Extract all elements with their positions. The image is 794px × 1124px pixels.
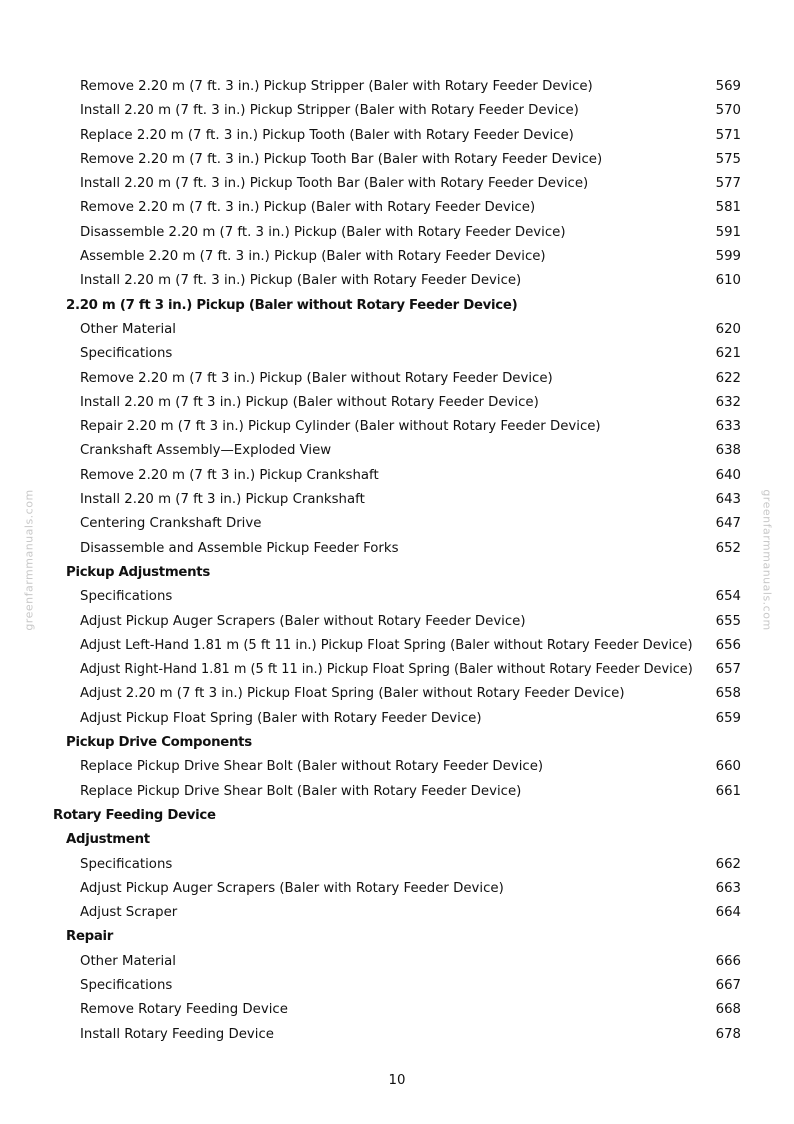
toc-entry[interactable]: [0, 585, 794, 609]
toc-entry-title: Repair 2.20 m (7 ft 3 in.) Pickup Cylinder (Baler without Rotary Feeder Device): [80, 419, 601, 435]
toc-entry-page-number: 659: [715, 710, 741, 726]
toc-entry-title: Crankshaft Assembly—Exploded View: [80, 443, 332, 459]
toc-entry-title: Rotary Feeding Device: [53, 807, 216, 823]
toc-entry-title: Disassemble 2.20 m (7 ft. 3 in.) Pickup (Baler with Rotary Feeder Device): [80, 224, 566, 240]
toc-entry-page-number: 657: [715, 662, 741, 678]
toc-entry-title: Remove 2.20 m (7 ft 3 in.) Pickup Crankshaft: [80, 467, 379, 483]
toc-subsection-heading[interactable]: [0, 731, 794, 755]
toc-entry-title: Remove 2.20 m (7 ft. 3 in.) Pickup Stripper (Baler with Rotary Feeder Device): [80, 79, 593, 94]
toc-entry[interactable]: [0, 1023, 794, 1047]
toc-entry-page-number: 620: [715, 321, 741, 337]
toc-entry[interactable]: [0, 780, 794, 804]
toc-entry-title: Specifications: [80, 589, 173, 605]
toc-entry[interactable]: [0, 342, 794, 366]
toc-entry[interactable]: [0, 172, 794, 196]
toc-entry-title: Install 2.20 m (7 ft 3 in.) Pickup Crankshaft: [80, 492, 365, 508]
toc-entry-title: Install 2.20 m (7 ft 3 in.) Pickup (Baler without Rotary Feeder Device): [80, 394, 539, 410]
toc-entry-title: Specifications: [80, 856, 173, 872]
watermark-left: greenfarmmanuals.com: [22, 489, 36, 631]
toc-entry[interactable]: [0, 682, 794, 706]
toc-entry[interactable]: [0, 318, 794, 342]
toc-entry-title: Adjust Left-Hand 1.81 m (5 ft 11 in.) Pickup Float Spring (Baler without Rotary Feeder Device): [80, 637, 693, 653]
toc-entry[interactable]: [0, 853, 794, 877]
toc-entry[interactable]: [0, 488, 794, 512]
toc-entry-page-number: 656: [715, 637, 741, 653]
toc-entry-title: Other Material: [80, 953, 176, 969]
toc-entry-title: Replace 2.20 m (7 ft. 3 in.) Pickup Tooth (Baler with Rotary Feeder Device): [80, 127, 574, 143]
toc-entry[interactable]: [0, 245, 794, 269]
toc-entry-title: Remove 2.20 m (7 ft. 3 in.) Pickup Tooth Bar (Baler with Rotary Feeder Device): [80, 151, 603, 167]
toc-entry[interactable]: [0, 415, 794, 439]
toc-entry[interactable]: [0, 512, 794, 536]
toc-entry[interactable]: [0, 148, 794, 172]
toc-entry-page-number: 633: [715, 419, 741, 435]
toc-entry-title: Disassemble and Assemble Pickup Feeder Forks: [80, 540, 399, 556]
toc-entry[interactable]: [0, 367, 794, 391]
toc-entry[interactable]: [0, 196, 794, 220]
toc-entry-title: Replace Pickup Drive Shear Bolt (Baler with Rotary Feeder Device): [80, 783, 522, 799]
toc-entry-title: Install Rotary Feeding Device: [80, 1026, 274, 1042]
toc-entry-title: Assemble 2.20 m (7 ft. 3 in.) Pickup (Baler with Rotary Feeder Device): [80, 249, 546, 265]
toc-entry-title: Adjustment: [66, 832, 150, 848]
toc-subsection-heading[interactable]: [0, 925, 794, 949]
toc-entry[interactable]: [0, 901, 794, 925]
toc-subsection-heading[interactable]: [0, 828, 794, 852]
toc-entry-page-number: 664: [715, 905, 741, 921]
toc-entry-title: Remove Rotary Feeding Device: [80, 1002, 288, 1018]
table-of-contents: [0, 75, 794, 1047]
toc-entry-title: Specifications: [80, 977, 173, 993]
toc-entry[interactable]: [0, 439, 794, 463]
toc-entry-title: Replace Pickup Drive Shear Bolt (Baler without Rotary Feeder Device): [80, 759, 544, 775]
toc-entry-page-number: 610: [715, 273, 741, 289]
toc-entry[interactable]: [0, 99, 794, 123]
toc-entry-title: Adjust Pickup Float Spring (Baler with Rotary Feeder Device): [80, 710, 482, 726]
toc-entry-title: Install 2.20 m (7 ft. 3 in.) Pickup (Baler with Rotary Feeder Device): [80, 273, 522, 289]
toc-entry-page-number: 652: [715, 540, 741, 556]
toc-entry-page-number: 575: [715, 151, 741, 167]
toc-entry-page-number: 660: [715, 759, 741, 775]
toc-entry-page-number: 638: [715, 443, 741, 459]
toc-entry[interactable]: [0, 75, 794, 99]
toc-entry[interactable]: [0, 537, 794, 561]
toc-entry-page-number: 678: [715, 1026, 741, 1042]
toc-entry[interactable]: [0, 707, 794, 731]
toc-entry-page-number: 654: [715, 589, 741, 605]
toc-section-heading[interactable]: [0, 804, 794, 828]
toc-entry-page-number: 643: [715, 492, 741, 508]
toc-entry-page-number: 599: [715, 249, 741, 265]
toc-entry-page-number: 570: [715, 103, 741, 119]
toc-entry-page-number: 655: [715, 613, 741, 629]
toc-entry-page-number: 667: [715, 977, 741, 993]
toc-entry-page-number: 647: [715, 516, 741, 532]
toc-entry-page-number: 662: [715, 856, 741, 872]
toc-entry-title: Install 2.20 m (7 ft. 3 in.) Pickup Stripper (Baler with Rotary Feeder Device): [80, 103, 579, 119]
toc-entry[interactable]: [0, 221, 794, 245]
page-number: 10: [388, 1073, 406, 1088]
toc-entry[interactable]: [0, 634, 794, 658]
toc-entry-title: Adjust Scraper: [80, 905, 178, 921]
toc-subsection-heading[interactable]: [0, 561, 794, 585]
toc-entry-page-number: 577: [715, 176, 741, 192]
toc-entry-page-number: 661: [715, 783, 741, 799]
toc-entry[interactable]: [0, 755, 794, 779]
toc-entry[interactable]: [0, 610, 794, 634]
toc-subsection-heading[interactable]: [0, 294, 794, 318]
toc-entry[interactable]: [0, 464, 794, 488]
toc-entry[interactable]: [0, 124, 794, 148]
toc-entry[interactable]: [0, 658, 794, 682]
toc-entry-page-number: 581: [715, 200, 741, 216]
watermark-right: greenfarmmanuals.com: [760, 489, 774, 631]
toc-entry-page-number: 668: [715, 1002, 741, 1018]
toc-entry[interactable]: [0, 950, 794, 974]
toc-entry-title: Specifications: [80, 346, 173, 362]
toc-entry-title: Adjust Pickup Auger Scrapers (Baler with Rotary Feeder Device): [80, 880, 504, 896]
toc-entry-page-number: 571: [715, 127, 741, 143]
toc-entry-title: Remove 2.20 m (7 ft. 3 in.) Pickup (Baler with Rotary Feeder Device): [80, 200, 536, 216]
toc-entry-title: Remove 2.20 m (7 ft 3 in.) Pickup (Baler without Rotary Feeder Device): [80, 370, 553, 386]
toc-entry-title: Pickup Drive Components: [66, 735, 252, 751]
toc-entry[interactable]: [0, 391, 794, 415]
toc-entry-page-number: 666: [715, 953, 741, 969]
toc-entry-page-number: 658: [715, 686, 741, 702]
toc-entry-page-number: 591: [715, 224, 741, 240]
toc-entry[interactable]: [0, 877, 794, 901]
toc-entry-page-number: 569: [715, 79, 741, 94]
toc-entry-title: Adjust 2.20 m (7 ft 3 in.) Pickup Float Spring (Baler without Rotary Feeder Device): [80, 686, 625, 702]
toc-entry[interactable]: [0, 974, 794, 998]
toc-entry-title: Pickup Adjustments: [66, 564, 210, 580]
toc-entry-page-number: 632: [715, 394, 741, 410]
toc-entry-title: Install 2.20 m (7 ft. 3 in.) Pickup Tooth Bar (Baler with Rotary Feeder Device): [80, 176, 589, 192]
toc-entry[interactable]: [0, 998, 794, 1022]
toc-entry-page-number: 621: [715, 346, 741, 362]
toc-entry-page-number: 640: [715, 467, 741, 483]
toc-entry-title: Other Material: [80, 321, 176, 337]
toc-entry-title: Adjust Pickup Auger Scrapers (Baler without Rotary Feeder Device): [80, 613, 526, 629]
toc-entry-title: Repair: [66, 929, 114, 945]
toc-entry-page-number: 622: [715, 370, 741, 386]
toc-entry-title: Adjust Right-Hand 1.81 m (5 ft 11 in.) Pickup Float Spring (Baler without Rotary Feeder Device): [80, 662, 693, 678]
toc-entry-title: 2.20 m (7 ft 3 in.) Pickup (Baler without Rotary Feeder Device): [66, 297, 518, 313]
toc-entry-page-number: 663: [715, 880, 741, 896]
toc-entry[interactable]: [0, 269, 794, 293]
toc-entry-title: Centering Crankshaft Drive: [80, 516, 262, 532]
